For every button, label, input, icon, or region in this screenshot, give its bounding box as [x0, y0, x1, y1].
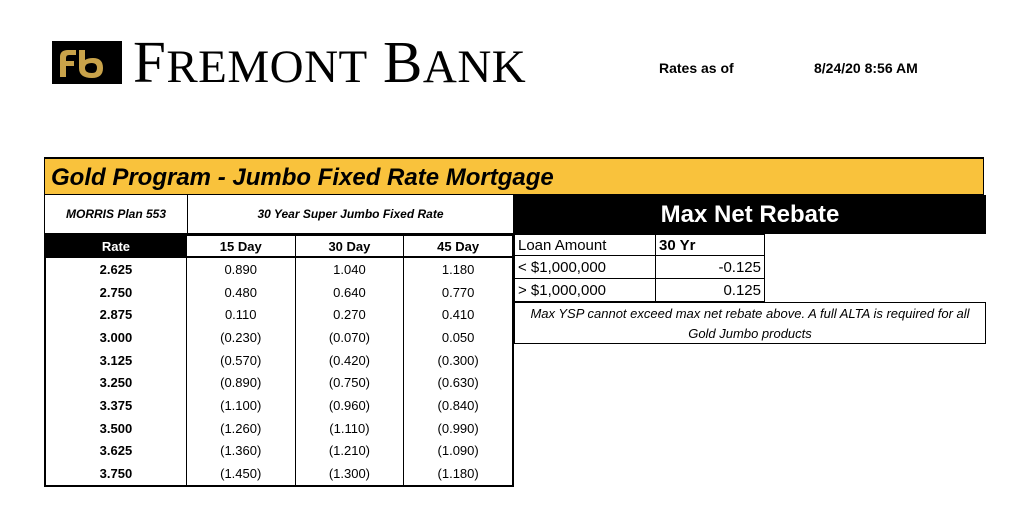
rate-cell: 3.000 [99, 329, 133, 345]
loan-amount-header: Loan Amount [515, 235, 656, 256]
loan-amount-cell: < $1,000,000 [515, 256, 656, 279]
price-cell: (0.960) [295, 394, 404, 417]
price-cell: 1.040 [295, 257, 404, 281]
price-cell: (1.450) [186, 462, 295, 486]
price-cell: (1.300) [295, 462, 404, 486]
price-cell: 0.270 [295, 303, 404, 326]
rebate-table [514, 234, 765, 302]
table-row [45, 394, 513, 417]
table-row [515, 279, 765, 302]
price-cell: 0.890 [186, 257, 295, 281]
price-cell: (0.070) [295, 326, 404, 349]
table-row [45, 303, 513, 326]
rate-cell: 3.500 [99, 420, 133, 436]
rate-cell: 3.250 [99, 375, 133, 391]
plan-row [44, 195, 514, 234]
price-cell: 1.180 [404, 257, 513, 281]
table-row [45, 371, 513, 394]
price-cell: (0.420) [295, 349, 404, 372]
lock-45-day-header: 45 Day [404, 235, 513, 257]
table-row [45, 349, 513, 372]
rate-cell: 3.750 [99, 466, 133, 482]
price-cell: (0.840) [404, 394, 513, 417]
rate-cell: 2.750 [99, 284, 133, 300]
program-title: Gold Program - Jumbo Fixed Rate Mortgage [44, 157, 984, 195]
rebate-value-cell: -0.125 [656, 256, 765, 279]
rebate-note: Max YSP cannot exceed max net rebate above. A full ALTA is required for all Gold Jumbo products [514, 302, 986, 344]
price-cell: (0.230) [186, 326, 295, 349]
plan-name: MORRIS Plan 553 [45, 195, 188, 233]
rate-cell: 3.625 [99, 443, 133, 459]
bank-name: FREMONT BANK [133, 29, 527, 95]
price-cell: 0.110 [186, 303, 295, 326]
bank-logo-icon [52, 41, 122, 84]
price-cell: (0.990) [404, 417, 513, 440]
price-cell: (1.360) [186, 440, 295, 463]
lock-15-day-header: 15 Day [186, 235, 295, 257]
table-row [45, 257, 513, 281]
price-cell: 0.770 [404, 281, 513, 304]
rate-cell: 2.625 [99, 261, 133, 277]
table-row [45, 281, 513, 304]
table-row [45, 462, 513, 486]
lock-30-day-header: 30 Day [295, 235, 404, 257]
price-cell: (1.090) [404, 440, 513, 463]
loan-amount-cell: > $1,000,000 [515, 279, 656, 302]
price-cell: (1.180) [404, 462, 513, 486]
price-cell: (1.100) [186, 394, 295, 417]
price-cell: (0.300) [404, 349, 513, 372]
price-cell: (1.210) [295, 440, 404, 463]
table-row [45, 326, 513, 349]
table-row [45, 440, 513, 463]
price-cell: 0.480 [186, 281, 295, 304]
term-header: 30 Yr [656, 235, 765, 256]
rate-column-header: Rate [45, 235, 186, 257]
price-cell: 0.640 [295, 281, 404, 304]
rates-date: 8/24/20 8:56 AM [814, 60, 918, 76]
rate-table [44, 234, 514, 487]
rates-as-of-label: Rates as of [659, 60, 734, 76]
table-row [45, 417, 513, 440]
price-cell: (0.570) [186, 349, 295, 372]
table-row [515, 256, 765, 279]
product-name: 30 Year Super Jumbo Fixed Rate [257, 207, 444, 221]
rate-cell: 2.875 [99, 307, 133, 323]
price-cell: (0.630) [404, 371, 513, 394]
price-cell: (0.750) [295, 371, 404, 394]
price-cell: 0.050 [404, 326, 513, 349]
price-cell: (0.890) [186, 371, 295, 394]
price-cell: (1.260) [186, 417, 295, 440]
rate-cell: 3.125 [99, 352, 133, 368]
rate-cell: 3.375 [99, 397, 133, 413]
rebate-value-cell: 0.125 [656, 279, 765, 302]
price-cell: (1.110) [295, 417, 404, 440]
price-cell: 0.410 [404, 303, 513, 326]
max-net-rebate-header: Max Net Rebate [514, 195, 986, 234]
